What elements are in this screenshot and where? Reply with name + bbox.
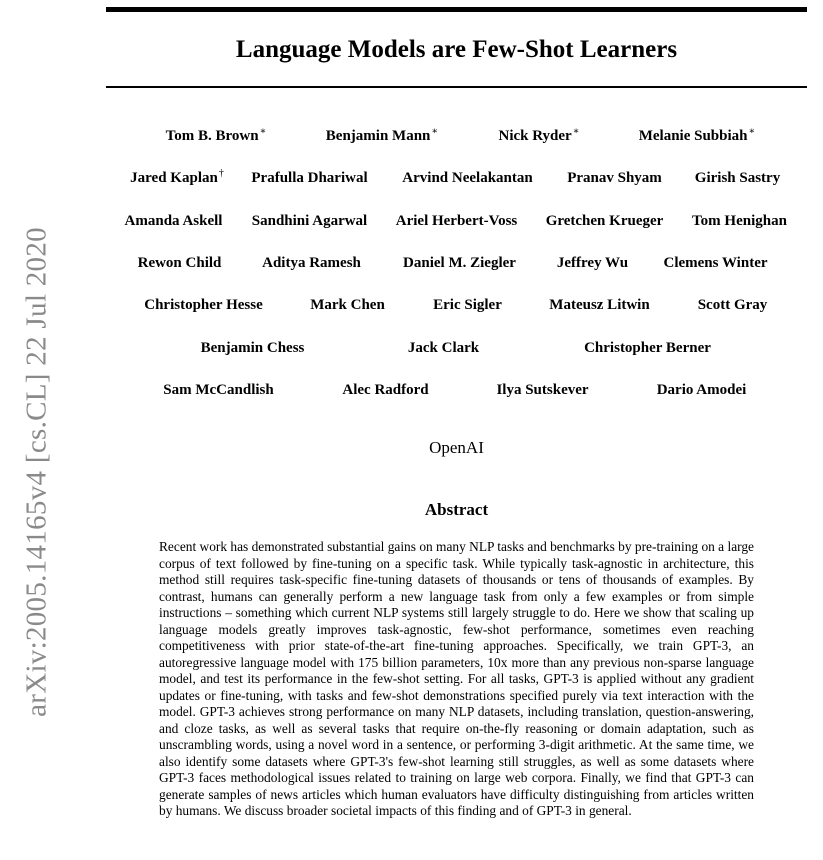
title-bottom-rule — [106, 86, 807, 88]
author-row — [106, 253, 807, 273]
author-name: Aditya Ramesh — [262, 255, 361, 271]
author-name: Dario Amodei — [656, 382, 747, 398]
abstract-heading: Abstract — [424, 500, 489, 519]
author-name: Rewon Child — [137, 255, 222, 271]
author-name: Christopher Hesse — [144, 297, 263, 313]
author-name: Daniel M. Ziegler — [403, 255, 516, 271]
author-name: Pranav Shyam — [567, 170, 662, 186]
paper-title: Language Models are Few-Shot Learners — [235, 36, 678, 63]
author-name: Jeffrey Wu — [556, 255, 629, 271]
author-name: Eric Sigler — [433, 297, 502, 313]
author-name: Ilya Sutskever — [496, 382, 589, 398]
author-name: Mark Chen — [310, 297, 385, 313]
author-name: Girish Sastry — [694, 170, 781, 186]
author-name: Arvind Neelakantan — [402, 170, 533, 186]
author-name: Scott Gray — [697, 297, 768, 313]
author-name: Sandhini Agarwal — [251, 213, 368, 229]
arxiv-identifier-stamp: arXiv:2005.14165v4 [cs.CL] 22 Jul 2020 — [20, 227, 53, 717]
author-name: Melanie Subbiah∗ — [638, 126, 756, 144]
author-row — [106, 380, 807, 400]
author-name: Alec Radford — [342, 382, 429, 398]
author-name: Nick Ryder∗ — [498, 126, 580, 144]
abstract-text: Recent work has demonstrated substantial gains on many NLP tasks and benchmarks by pre-training on a large corpus of text followed by fine-tuning on a specific task. While typically task-agnostic in architecture, this method still requires task-specific fine-tuning datasets of thousands or tens of thousands of examples. By contrast, humans can generally perform a new language task from only a few examples or from simple instructions – something which current NLP systems still largely struggle to do. Here we show that scaling up language models greatly improves task-agnostic, few-shot performance, sometimes even reaching competitiveness with prior state-of-the-art fine-tuning approaches. Specifically, we train GPT-3, an autoregressive language model with 175 billion parameters, 10x more than any previous non-sparse language model, and test its performance in the few-shot setting. For all tasks, GPT-3 is applied without any gradient updates or fine-tuning, with tasks and few-shot demonstrations specified purely via text interaction with the model. GPT-3 achieves strong performance on many NLP datasets, including translation, question-answering, and cloze tasks, as well as several tasks that require on-the-fly reasoning or domain adaptation, such as unscrambling words, using a novel word in a sentence, or performing 3-digit arithmetic. At the same time, we also identify some datasets where GPT-3's few-shot learning still struggles, as well as some datasets where GPT-3 faces methodological issues related to training on large web corpora. Finally, we find that GPT-3 can generate samples of news articles which human evaluators have difficulty distinguishing from articles written by humans. We discuss broader societal impacts of this finding and of GPT-3 in general. — [159, 539, 754, 818]
author-name: Tom Henighan — [692, 213, 787, 229]
author-name: Jack Clark — [407, 340, 480, 356]
author-name: Ariel Herbert-Voss — [395, 213, 518, 229]
author-name: Clemens Winter — [663, 255, 768, 271]
author-name: Benjamin Chess — [200, 340, 305, 356]
author-row — [106, 168, 807, 188]
title-top-rule — [106, 7, 807, 12]
author-name: Mateusz Litwin — [549, 297, 650, 313]
author-name: Prafulla Dhariwal — [251, 170, 368, 186]
author-name: Jared Kaplan† — [130, 168, 224, 186]
author-row — [106, 338, 807, 358]
author-name: Christopher Berner — [584, 340, 711, 356]
affiliation: OpenAI — [429, 438, 484, 457]
author-row — [106, 295, 807, 315]
author-row — [106, 126, 807, 146]
author-name: Sam McCandlish — [163, 382, 274, 398]
author-name: Tom B. Brown∗ — [165, 126, 267, 144]
author-name: Benjamin Mann∗ — [325, 126, 439, 144]
author-row — [106, 211, 807, 231]
author-name: Gretchen Krueger — [545, 213, 664, 229]
author-name: Amanda Askell — [124, 213, 223, 229]
